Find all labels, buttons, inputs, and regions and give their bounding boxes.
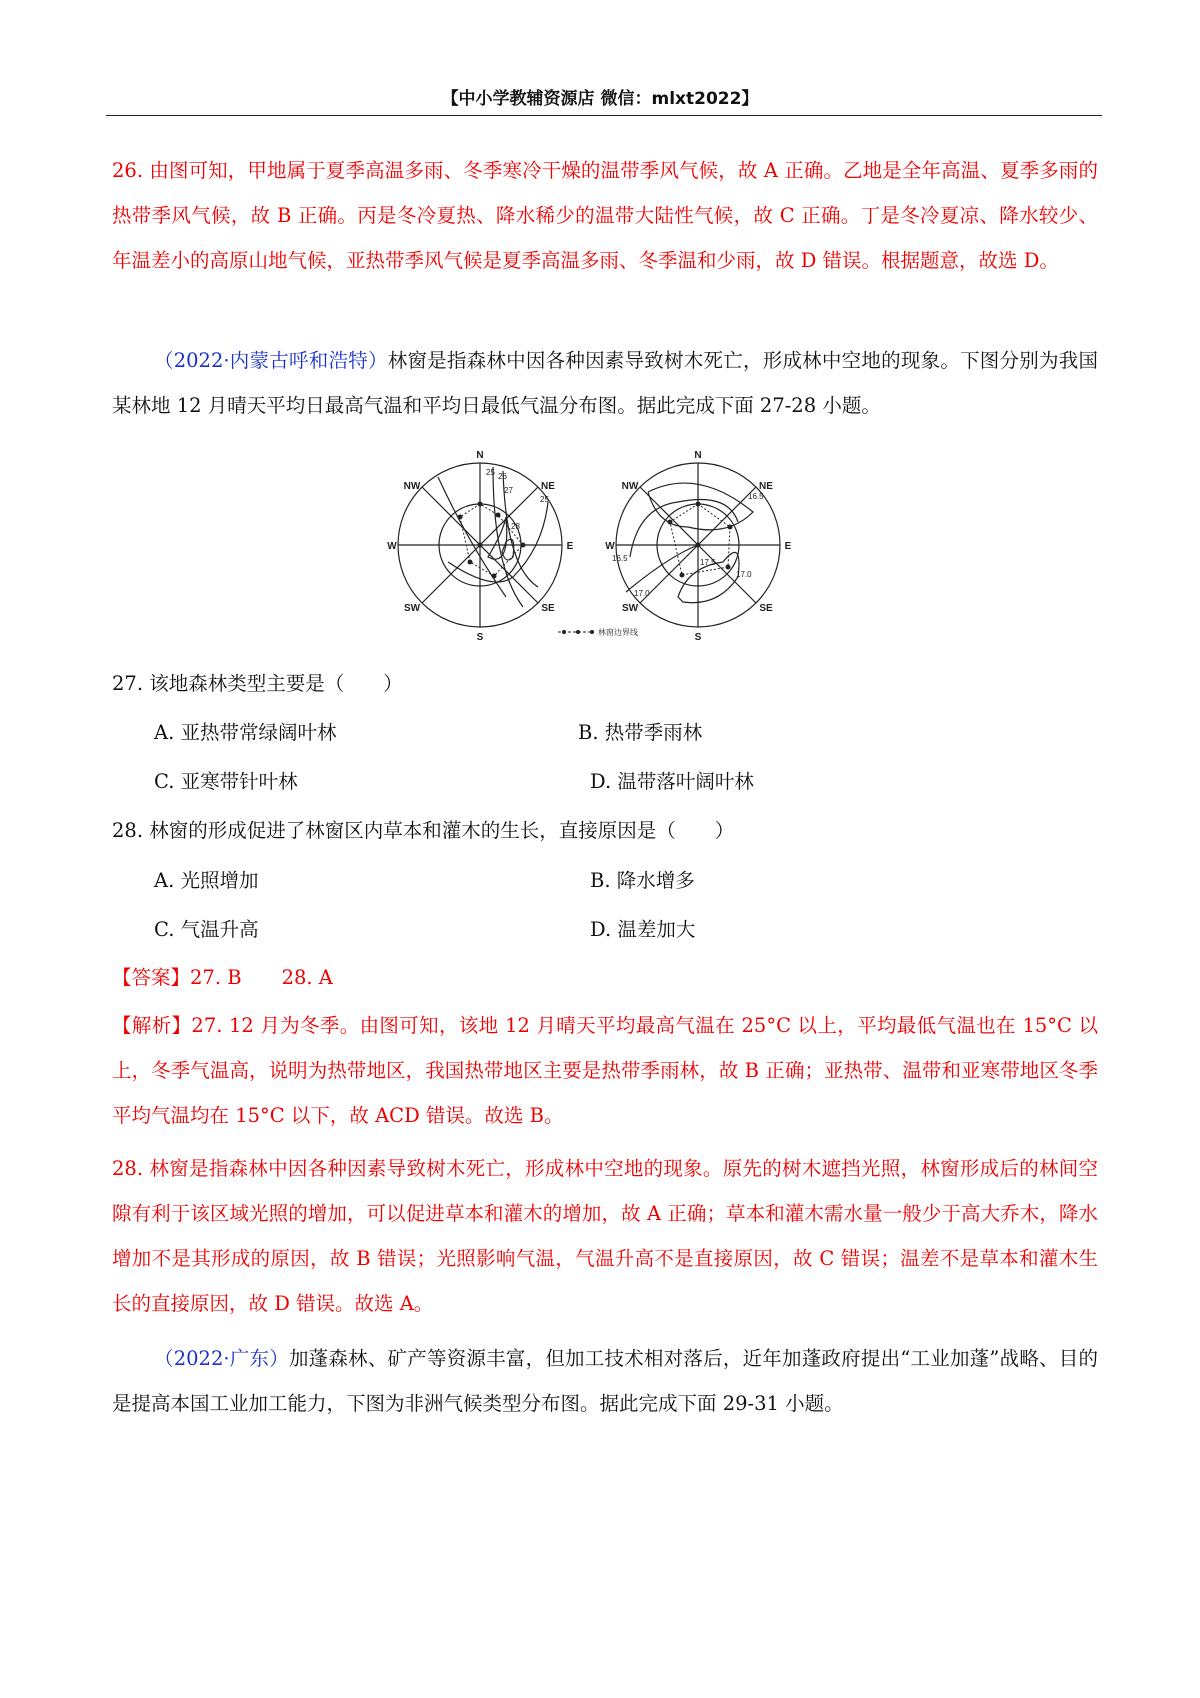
left-iso-25b: 25 [540, 495, 549, 504]
right-iso-17-0b: 17.0 [634, 589, 650, 598]
right-dir-e: E [784, 541, 792, 552]
right-dir-ne: NE [759, 481, 773, 492]
left-iso-27: 27 [504, 486, 513, 495]
header-rule [106, 115, 1102, 116]
right-iso-17-5: 17.5 [700, 558, 716, 567]
q26-analysis: 26. 由图可知，甲地属于夏季高温多雨、冬季寒冷干燥的温带季风气候，故 A 正确。乙地是全年高温、夏季多雨的热带季风气候，故 B 正确。丙是冬冷夏热、降水稀少的温带大陆性气候，故 C 正确。丁是冬冷夏凉、降水较少、年温差小的高原山地气候，亚热带季风气候是夏季高温多雨、冬季温和少雨，故 D 错误。根据题意，故选 D。 [112, 159, 1098, 272]
left-dir-e: E [566, 541, 574, 552]
right-iso-17-0a: 17.0 [736, 570, 752, 579]
intro-text: 林窗是指森林中因各种因素导致树木死亡，形成林中空地的现象。下图分别为我国某林地 12 月晴天平均日最高气温和平均日最低气温分布图。据此完成下面 27-28 小题。 [112, 349, 1098, 417]
q28-option-b: B. 降水增多 [590, 869, 695, 892]
left-iso-26: 26 [498, 472, 507, 481]
q27-stem: 27. 该地森林类型主要是（ ） [112, 672, 403, 695]
left-boundary [460, 504, 523, 576]
q28-option-a: A. 光照增加 [154, 869, 259, 892]
answer-q27: 27. B [190, 966, 242, 989]
q27-option-b: B. 热带季雨林 [578, 721, 703, 744]
intro-27-28 [112, 338, 1098, 428]
page-header: 【中小学教辅资源店 微信：mlxt2022】 [441, 89, 759, 109]
intro-text: 加蓬森林、矿产等资源丰富，但加工技术相对落后，近年加蓬政府提出“工业加蓬”战略、目的是提高本国工业加工能力，下图为非洲气候类型分布图。据此完成下面 29-31 小题。 [112, 1347, 1098, 1415]
answer-label: 【答案】 [112, 966, 191, 989]
temperature-figure [387, 447, 832, 643]
right-dir-nw: NW [621, 481, 639, 492]
left-dir-se: SE [541, 603, 555, 614]
legend-label: 林窗边界线 [598, 628, 638, 637]
right-iso-16-5b: 16.5 [612, 554, 628, 563]
source-tag: （2022·内蒙古呼和浩特） [154, 349, 388, 372]
intro-29-31 [112, 1336, 1098, 1426]
left-iso-28: 28 [511, 522, 520, 531]
analysis-q27-text: 27. 12 月为冬季。由图可知，该地 12 月晴天平均最高气温在 25°C 以上，平均最低气温也在 15°C 以上，冬季气温高，说明为热带地区，我国热带地区主要是热带季雨林，故 B 正确；亚热带、温带和亚寒带地区冬季平均气温均在 15°C 以下，故 ACD 错误。故选 B。 [112, 1014, 1098, 1127]
right-dir-n: N [694, 450, 702, 461]
rose-diagrams [387, 447, 832, 643]
left-dir-sw: SW [403, 603, 421, 614]
answer-line [112, 963, 333, 993]
right-dir-sw: SW [621, 603, 639, 614]
answer-q28: 28. A [281, 966, 333, 989]
right-iso-16-5a: 16.5 [748, 492, 764, 501]
q28-option-c: C. 气温升高 [154, 918, 259, 941]
left-dir-w: W [387, 541, 397, 552]
q28-option-d: D. 温差加大 [590, 918, 696, 941]
analysis-q27 [112, 1003, 1098, 1138]
analysis-label: 【解析】 [112, 1014, 192, 1037]
left-dir-n: N [476, 450, 484, 461]
q28-stem: 28. 林窗的形成促进了林窗区内草本和灌木的生长，直接原因是（ ） [112, 819, 735, 842]
left-iso-25a: 25 [486, 468, 495, 477]
right-dir-w: W [605, 541, 615, 552]
right-dir-s: S [694, 632, 702, 643]
analysis-q28: 28. 林窗是指森林中因各种因素导致树木死亡，形成林中空地的现象。原先的树木遮挡光照，林窗形成后的林间空隙有利于该区域光照的增加，可以促进草本和灌木的增加，故 A 正确；草本和灌木需水量一般少于高大乔木，降水增加不是其形成的原因，故 B 错误；光照影响气温，气温升高不是直接原因，故 C 错误；温差不是草本和灌木生长的直接原因，故 D 错误。故选 A。 [112, 1157, 1098, 1315]
right-dir-se: SE [759, 603, 773, 614]
left-dir-nw: NW [403, 481, 421, 492]
q27-option-c: C. 亚寒带针叶林 [154, 770, 298, 793]
left-dir-ne: NE [541, 481, 555, 492]
source-tag: （2022·广东） [154, 1347, 289, 1370]
left-dir-s: S [476, 632, 484, 643]
q27-option-a: A. 亚热带常绿阔叶林 [154, 721, 337, 744]
q27-option-d: D. 温带落叶阔叶林 [590, 770, 754, 793]
